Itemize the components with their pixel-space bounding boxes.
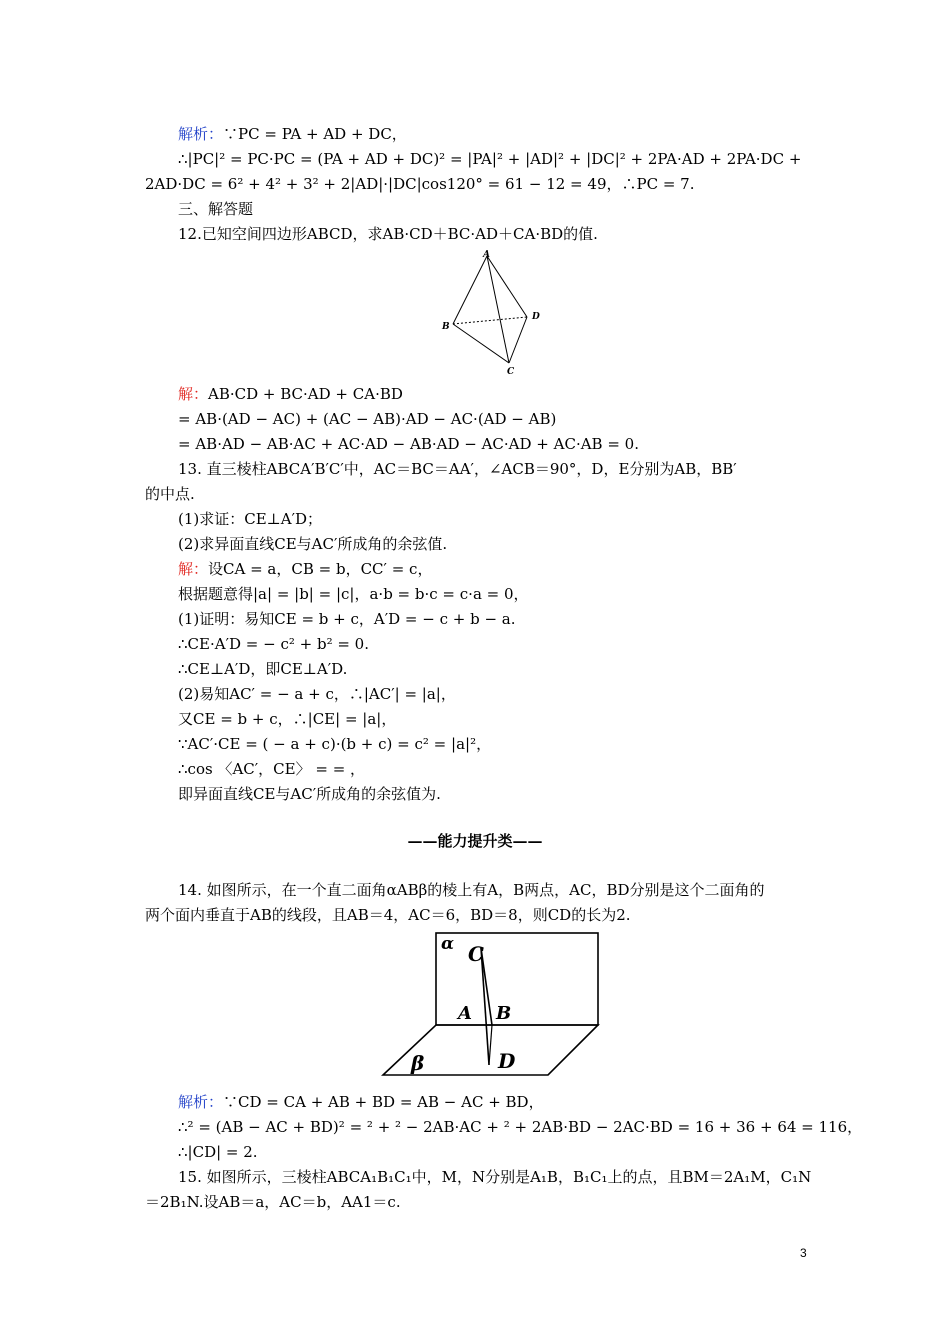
problem-13-part2 xyxy=(178,534,447,554)
problem-14 xyxy=(145,905,631,925)
solution-line xyxy=(178,734,491,754)
line-text: AB·CD + BC·AD + CA·BD xyxy=(208,385,403,403)
line-text: ∵PC = PA + AD + DC， xyxy=(223,125,407,143)
point-b-label: B xyxy=(496,1003,512,1024)
line-text: (2)易知AC′ = − a + c，∴|AC′| = |a|， xyxy=(178,685,456,703)
solution-line xyxy=(178,759,365,779)
vertex-a-label: A xyxy=(483,250,490,260)
problem-15 xyxy=(145,1192,401,1212)
line-text: ＝2B₁N.设AB＝a，AC＝b，AA1＝c. xyxy=(145,1193,401,1211)
line-text: 14. 如图所示，在一个直二面角αABβ的棱上有A，B两点，AC，BD分别是这个二面角的 xyxy=(178,881,765,899)
line-text: 2AD·DC = 6² + 4² + 3² + 2|AD|·|DC|cos120° = 61 − 12 = 49，∴PC = 7. xyxy=(145,175,695,193)
solution-line xyxy=(178,659,347,679)
line-text: ∴CE⊥A′D，即CE⊥A′D. xyxy=(178,660,348,678)
section-heading: ——能力提升类—— xyxy=(407,832,543,850)
problem-14 xyxy=(178,880,765,900)
problem-13-part1 xyxy=(178,509,322,529)
solution-line xyxy=(145,174,694,194)
line-text: ∴|PC|² = PC·PC = (PA + AD + DC)² = |PA|² + |AD|² + |DC|² + 2PA·AD + 2PA·DC + xyxy=(178,150,802,168)
line-text: 即异面直线CE与AC′所成角的余弦值为. xyxy=(178,785,441,803)
solution-line xyxy=(178,709,396,729)
line-text: 两个面内垂直于AB的线段，且AB＝4，AC＝6，BD＝8，则CD的长为2. xyxy=(145,906,631,924)
solution-line xyxy=(178,409,556,429)
plane-beta-label: β xyxy=(411,1051,425,1075)
problem-12 xyxy=(178,224,598,244)
vertex-d-label: D xyxy=(532,312,540,322)
line-text: = AB·AD − AB·AC + AC·AD − AB·AD − AC·AD + AC·AB = 0. xyxy=(178,435,639,453)
line-text: = AB·(AD − AC) + (AC − AB)·AD − AC·(AD − AB) xyxy=(178,410,557,428)
solution-line xyxy=(178,634,369,654)
line-text: 设CA = a，CB = b，CC′ = c， xyxy=(208,560,433,578)
problem-13 xyxy=(145,484,195,504)
solution-label: 解： xyxy=(178,560,209,578)
solution-line xyxy=(178,609,516,629)
line-text: 的中点. xyxy=(145,485,195,503)
solution-line xyxy=(178,1092,544,1112)
solution-label: 解： xyxy=(178,385,209,403)
line-text: ∴CE·A′D = − c² + b² = 0. xyxy=(178,635,369,653)
section-title xyxy=(178,199,253,219)
solution-line xyxy=(178,434,639,454)
line-text: 又CE = b + c，∴|CE| = |a|， xyxy=(178,710,397,728)
point-c-label: C xyxy=(468,942,484,966)
solution-line xyxy=(178,559,432,579)
solution-line xyxy=(178,1117,862,1137)
dihedral-figure xyxy=(378,928,604,1080)
solution-label: 解析： xyxy=(178,1093,224,1111)
point-a-label: A xyxy=(458,1003,472,1024)
solution-line xyxy=(178,684,456,704)
line-text: (1)证明：易知CE = b + c，A′D = − c + b − a. xyxy=(178,610,516,628)
solution-line xyxy=(178,384,403,404)
vertex-b-label: B xyxy=(442,322,450,332)
solution-label: 解析： xyxy=(178,125,224,143)
line-text: 12.已知空间四边形ABCD，求AB·CD＋BC·AD＋CA·BD的值. xyxy=(178,225,598,243)
vertex-c-label: C xyxy=(507,367,515,377)
point-d-label: D xyxy=(498,1049,516,1073)
problem-13 xyxy=(178,459,737,479)
page-number: 3 xyxy=(800,1246,807,1260)
solution-line xyxy=(178,584,529,604)
line-text: ∴² = (AB − AC + BD)² = ² + ² − 2AB·AC + ² + 2AB·BD − 2AC·BD = 16 + 36 + 64 = 116， xyxy=(178,1118,863,1136)
line-text: 根据题意得|a| = |b| = |c|，a·b = b·c = c·a = 0， xyxy=(178,585,529,603)
line-text: ∵CD = CA + AB + BD = AB − AC + BD， xyxy=(223,1093,544,1111)
problem-15 xyxy=(178,1167,811,1187)
plane-alpha-label: α xyxy=(441,934,455,954)
line-text: ∴|CD| = 2. xyxy=(178,1143,258,1161)
line-text: 三、解答题 xyxy=(178,200,254,218)
line-text: 13. 直三棱柱ABCA′B′C′中，AC＝BC＝AA′，∠ACB＝90°，D，E分别为AB，BB′ xyxy=(178,460,737,478)
line-text: (2)求异面直线CE与AC′所成角的余弦值. xyxy=(178,535,448,553)
line-text: ∴cos 〈AC′，CE〉 = = ， xyxy=(178,760,366,778)
solution-line xyxy=(178,149,801,169)
solution-line xyxy=(178,784,441,804)
tetrahedron-figure xyxy=(436,250,546,378)
solution-line xyxy=(178,1142,258,1162)
solution-line xyxy=(178,124,407,144)
line-text: ∵AC′·CE = ( − a + c)·(b + c) = c² = |a|²， xyxy=(178,735,492,753)
line-text: 15. 如图所示，三棱柱ABCA₁B₁C₁中，M，N分别是A₁B，B₁C₁上的点，且BM＝2A₁M，C₁N xyxy=(178,1168,812,1186)
line-text: (1)求证：CE⊥A′D； xyxy=(178,510,323,528)
